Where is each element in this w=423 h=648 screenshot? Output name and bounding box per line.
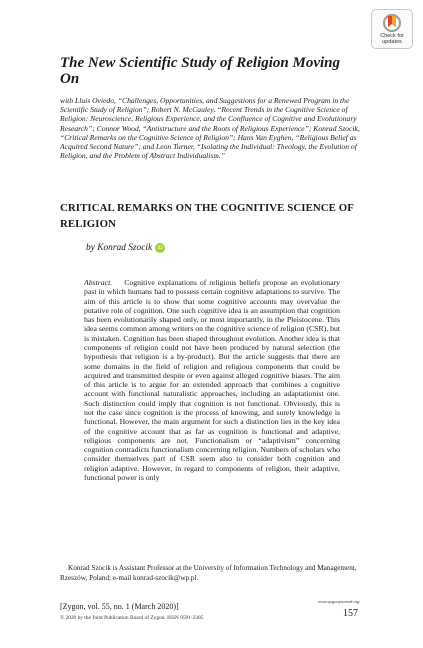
author-name: by Konrad Szocik bbox=[86, 243, 153, 253]
author-line bbox=[86, 242, 165, 254]
abstract bbox=[84, 278, 340, 482]
journal-citation: [Zygon, vol. 55, no. 1 (March 2020)] bbox=[60, 602, 179, 611]
badge-line-2: updates bbox=[382, 39, 402, 45]
check-for-updates-badge[interactable] bbox=[371, 9, 413, 49]
page-number: 157 bbox=[343, 608, 358, 619]
abstract-text: Cognitive explanations of religious beliefs propose an evolutionary past in which humans had to possess certain cognitive adaptations to survive. The aim of this article is to show that some cognitive accounts may overvalue the putative role of cognition. One such cognitive idea is an assumption that cognition has been evolutionarily shaped only, or most importantly, in the Pleistocene. This idea seems common among writers on the cognitive science of religion (CSR), but is mistaken. Cognition has been shaped throughout evolution. Another idea is that components of religion could not have been produced by natural selection (the hypothesis that religion is a by-product). But the article suggests that there are some domains in the field of religion and religious components that could be acquired and transmitted despite or even against alleged cognitive biases. The aim of this article is to argue for an extended approach that combines a cognitive account with functional naturalistic approaches, including an adaptationist one. Such distinction could imply that cognition is not functional. Obviously, this is not the case since cognition is the process of knowing, and surely knowledge is functional. However, the main argument for such a distinction lies in the key idea of the cognitive account that as far as cognition is functional and adaptive, religious components are not. Functionalism or “adaptivism” concerning cognition contradicts functionalism concerning religion. Numbers of scholars who consider themselves part of CSR seem also to consider both cognition and religion adaptive. However, in regard to components of religion, their adaptive, functional power is only bbox=[84, 278, 340, 482]
badge-line-1: Check for bbox=[380, 33, 404, 39]
series-title: The New Scientific Study of Religion Moving On bbox=[60, 55, 340, 87]
orcid-icon[interactable]: iD bbox=[155, 243, 165, 253]
series-subtitle: with Lluis Oviedo, “Challenges, Opportunities, and Suggestions for a Renewed Program in the Scientific Study of Religion”; Robert N. McCauley, “Recent Trends in the Cognitive Science of Religion: Neuroscience, Religious Experience, and the Confluence of Cognitive and Evolutionary Research”; Connor Wood, “Antistructure and the Roots of Religious Experience”; Konrad Szocik, “Critical Remarks on the Cognitive Science of Religion”; Hans Van Eyghen, “Religious Belief as Acquired Second Nature”; and Leon Turner, “Isolating the Individual: Theology, the Evolution of Religion, and the Problem of Abstract Individualism.” bbox=[60, 96, 360, 161]
copyright-notice: © 2020 by the Joint Publication Board of Zygon. ISSN 0591-2385 bbox=[60, 615, 204, 621]
article-title: CRITICAL REMARKS ON THE COGNITIVE SCIENCE OF RELIGION bbox=[60, 202, 354, 230]
author-footnote: Konrad Szocik is Assistant Professor at the University of Information Technology and Management, Rzeszów, Poland; e-mail konrad-szocik@wp.pl. bbox=[60, 564, 357, 582]
bookmark-icon bbox=[383, 13, 401, 33]
abstract-label: Abstract. bbox=[84, 278, 113, 287]
journal-url[interactable]: www.zygonjournal.org bbox=[318, 599, 360, 604]
